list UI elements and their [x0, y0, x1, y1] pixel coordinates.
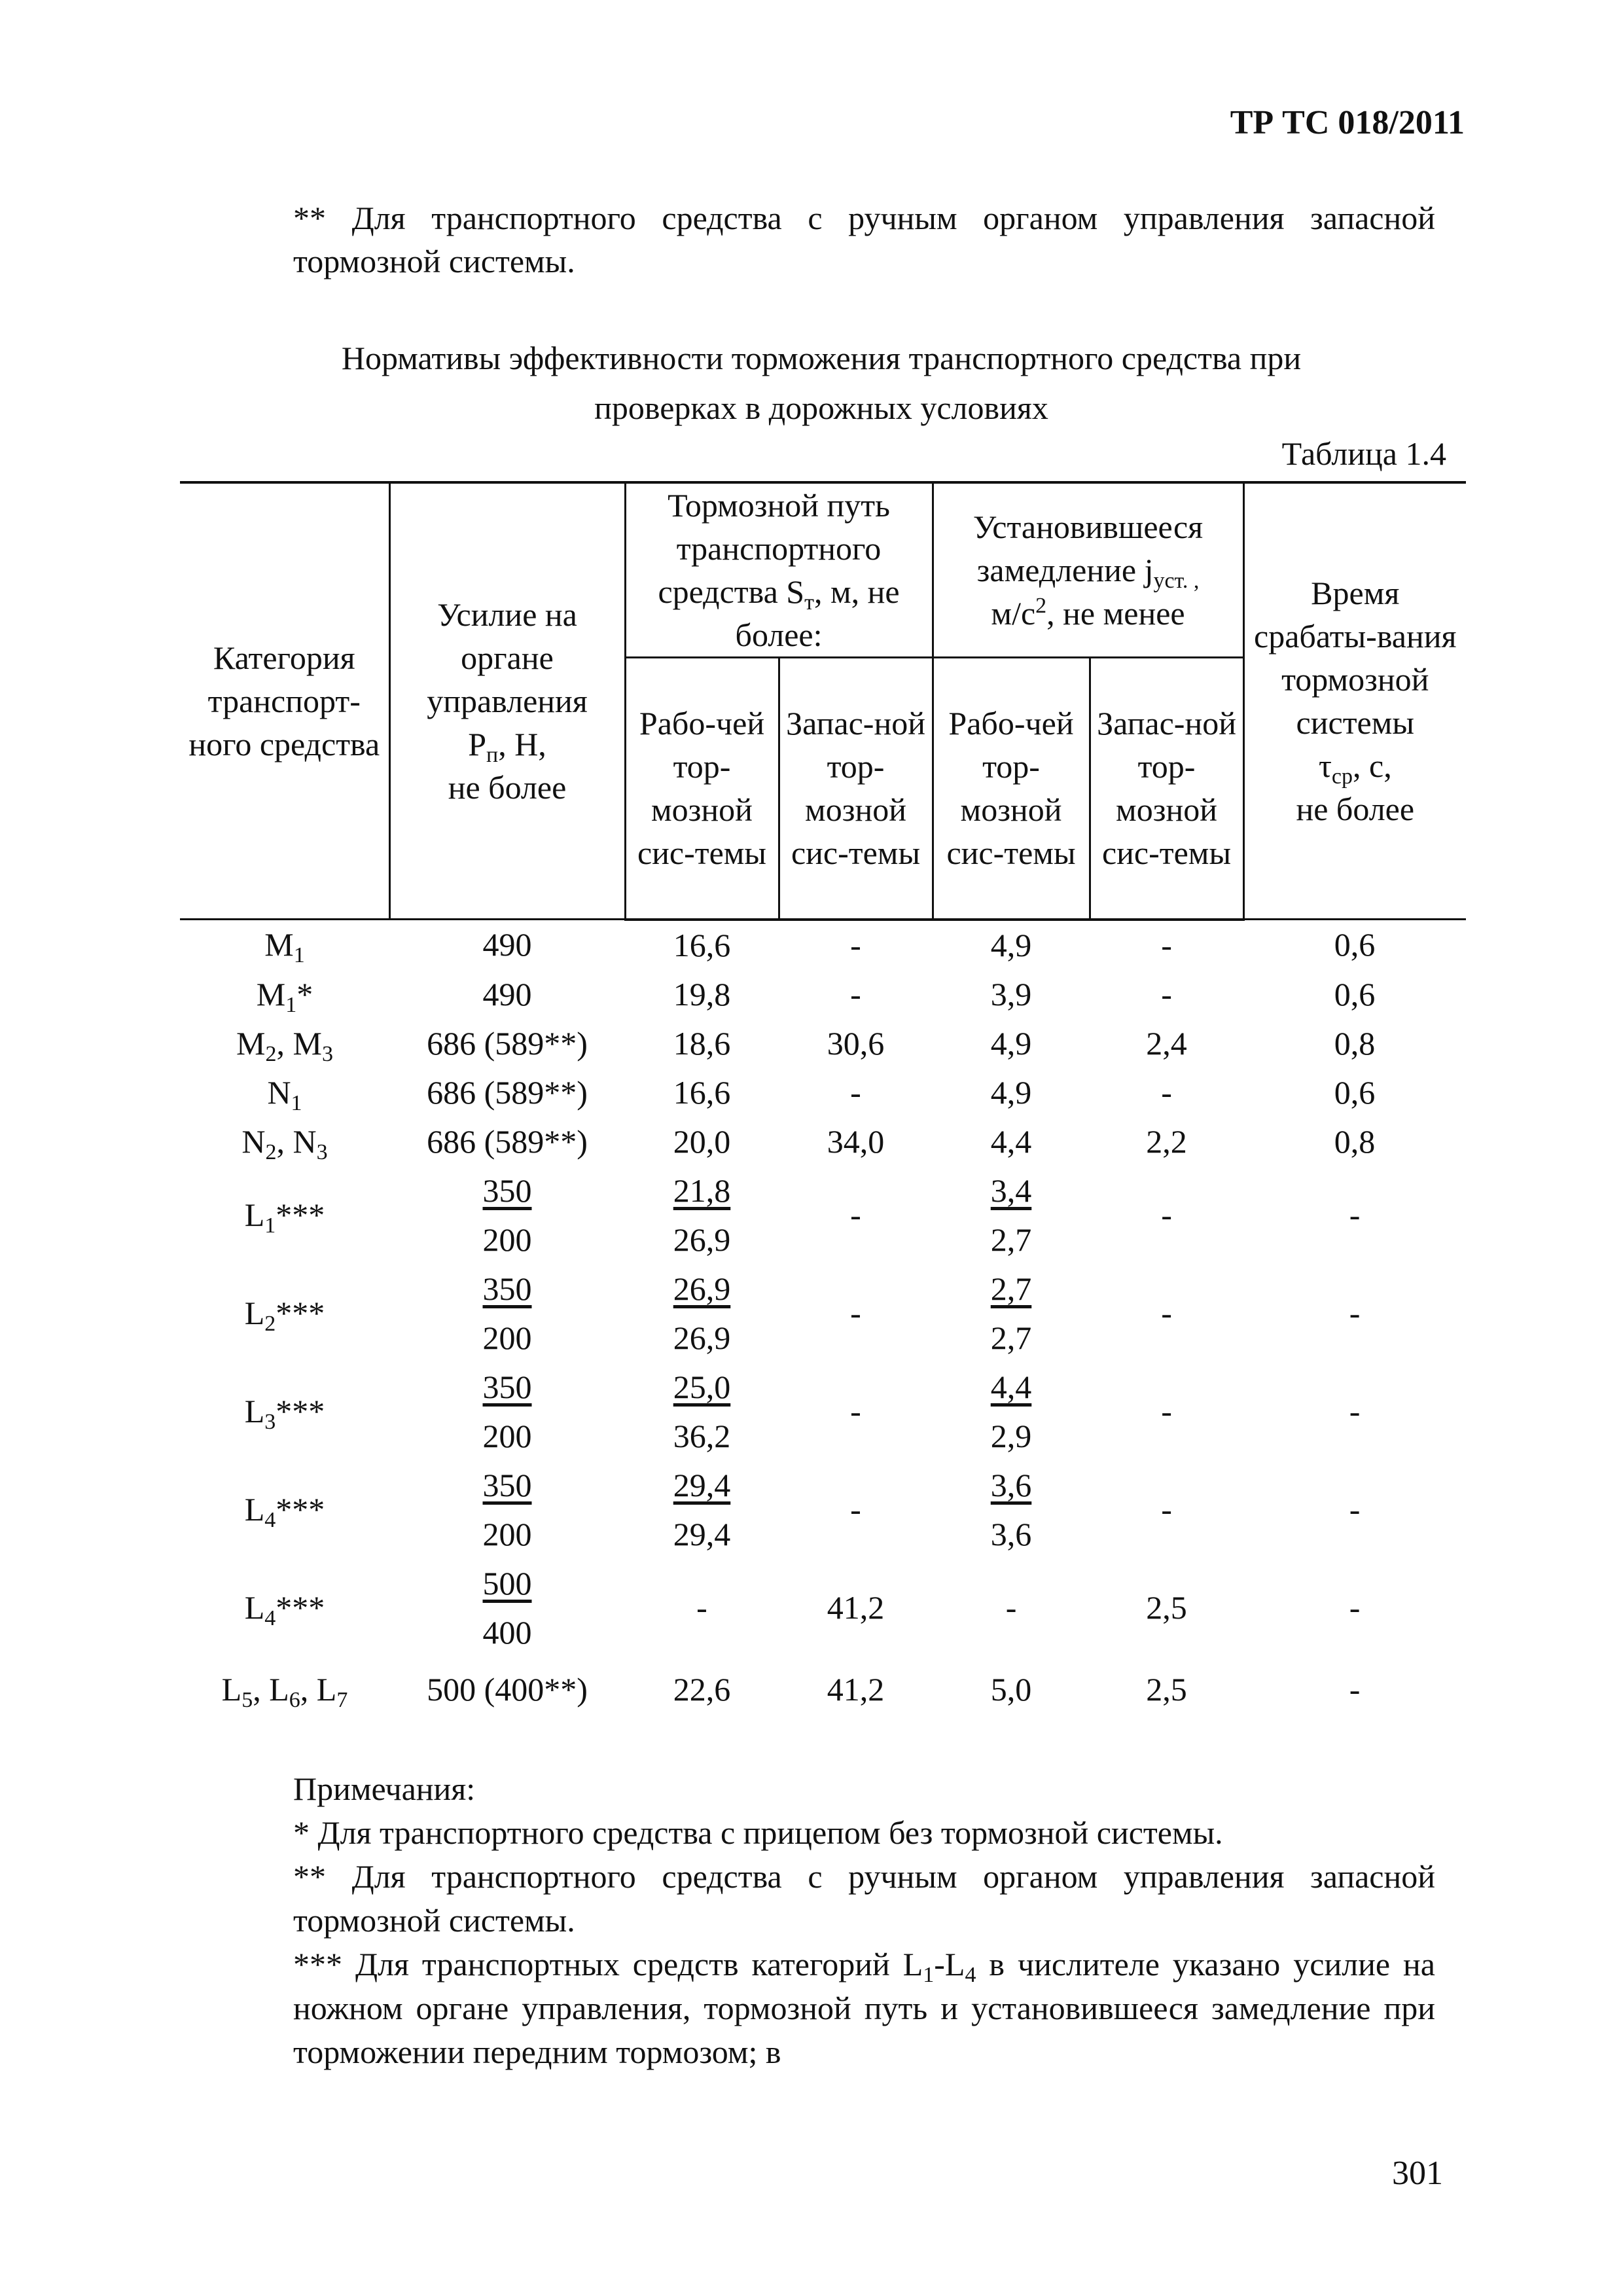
cell-time: - — [1349, 1671, 1361, 1708]
cell-category: $M_2$, $M_3$ — [236, 1024, 333, 1066]
cell-path-spare: - — [850, 926, 861, 963]
table-number: Таблица 1.4 — [1281, 435, 1446, 472]
cell-decel-spare: - — [1161, 1196, 1172, 1233]
header-force: Усилие на органе управления $P_п$, Н, не более — [389, 482, 625, 920]
cell-time: - — [1349, 1196, 1361, 1233]
cell-path-spare: - — [850, 1491, 861, 1528]
cell-decel-spare: - — [1161, 1491, 1172, 1528]
cell-decel-working: 4,9 — [990, 926, 1032, 963]
page-number: 301 — [1392, 2155, 1443, 2192]
cell-decel-spare: 2,5 — [1146, 1671, 1187, 1708]
cell-force: $\frac{350}{200}$ — [482, 1368, 532, 1454]
braking-standards-table — [180, 481, 1466, 1723]
note-2: ** Для транспортного средства с ручным органом управления запасной тормозной системы. — [293, 1858, 1435, 1939]
cell-decel-spare: 2,5 — [1146, 1589, 1187, 1626]
table-row — [180, 1363, 1466, 1461]
document-id: ТР ТС 018/2011 — [1230, 104, 1465, 141]
cell-time: - — [1349, 1491, 1361, 1528]
header-decel-spare: Запас-ной тор-мозной сис-темы — [1090, 658, 1243, 920]
cell-time: - — [1349, 1589, 1361, 1626]
cell-category: $L_4***$ — [244, 1491, 325, 1532]
cell-path-spare: - — [850, 1073, 861, 1111]
cell-path-spare: 34,0 — [827, 1122, 885, 1160]
cell-path-working: $\frac{25,0}{36,2}$ — [673, 1368, 731, 1454]
cell-path-working: 16,6 — [673, 926, 731, 963]
header-path-working: Рабо-чей тор-мозной сис-темы — [625, 658, 779, 920]
cell-category: $N_2$, $N_3$ — [241, 1122, 328, 1164]
cell-category: $M_1$ — [264, 926, 305, 968]
table-row — [180, 1117, 1466, 1166]
header-category: Категория транспорт-ного средства — [180, 482, 389, 920]
cell-path-working: 22,6 — [673, 1671, 731, 1708]
table-row — [180, 970, 1466, 1019]
note-1: * Для транспортного средства с прицепом без тормозной системы. — [293, 1814, 1223, 1851]
cell-path-spare: 30,6 — [827, 1024, 885, 1062]
cell-path-spare: 41,2 — [827, 1671, 885, 1708]
cell-path-working: $\frac{26,9}{26,9}$ — [673, 1270, 731, 1356]
header-response-time: Время срабаты-вания тормозной системы $\tau_{ср}$, с, не более — [1243, 482, 1466, 920]
cell-time: 0,8 — [1334, 1024, 1376, 1062]
cell-category: $L_2***$ — [244, 1295, 325, 1336]
cell-category: $M_1*$ — [256, 975, 313, 1017]
cell-force: 686 (589**) — [427, 1122, 588, 1160]
cell-category: $N_1$ — [267, 1073, 302, 1115]
cell-time: - — [1349, 1295, 1361, 1331]
cell-decel-working: 5,0 — [990, 1671, 1032, 1708]
cell-decel-spare: 2,4 — [1146, 1024, 1187, 1062]
note-3: *** Для транспортных средств категорий $L_1-L_4$ в числителе указано усилие на ножном органе управления, тормозной путь и установившееся замедление при торможении передним тормозом; в — [293, 1946, 1435, 2070]
table-title-line1: Нормативы эффективности торможения транспортного средства при — [341, 340, 1302, 376]
cell-time: - — [1349, 1393, 1361, 1429]
cell-category: $L_3***$ — [244, 1393, 325, 1434]
cell-path-spare: - — [850, 1295, 861, 1331]
cell-force: 686 (589**) — [427, 1024, 588, 1062]
cell-force: 490 — [482, 975, 532, 1013]
cell-decel-working: $\frac{4,4}{2,9}$ — [990, 1368, 1032, 1454]
table-row — [180, 1461, 1466, 1559]
cell-decel-working: - — [1005, 1589, 1017, 1626]
table-title-line2: проверках в дорожных условиях — [594, 389, 1048, 426]
cell-decel-working: 4,9 — [990, 1024, 1032, 1062]
cell-force: $\frac{350}{200}$ — [482, 1270, 532, 1356]
cell-path-working: - — [696, 1589, 707, 1626]
cell-path-spare: - — [850, 975, 861, 1013]
cell-decel-spare: - — [1161, 1073, 1172, 1111]
cell-path-spare: - — [850, 1196, 861, 1233]
notes-section — [293, 1767, 1435, 2074]
intro-note: ** Для транспортного средства с ручным органом управления запасной тормозной системы. — [293, 200, 1435, 279]
header-braking-path: Тормозной путь транспортного средства $S_т$, м, не более: — [625, 482, 933, 658]
cell-decel-working: $\frac{3,4}{2,7}$ — [990, 1172, 1032, 1258]
notes-heading: Примечания: — [293, 1770, 476, 1807]
cell-path-working: 18,6 — [673, 1024, 731, 1062]
cell-path-working: 20,0 — [673, 1122, 731, 1160]
cell-path-working: $\frac{21,8}{26,9}$ — [673, 1172, 731, 1258]
cell-category: $L_1***$ — [244, 1196, 325, 1238]
table-row — [180, 1265, 1466, 1363]
cell-force: 500 (400**) — [427, 1671, 588, 1708]
cell-decel-spare: - — [1161, 975, 1172, 1013]
cell-time: 0,6 — [1334, 975, 1376, 1013]
cell-force: 686 (589**) — [427, 1073, 588, 1111]
cell-decel-spare: - — [1161, 926, 1172, 963]
cell-force: 490 — [482, 926, 532, 963]
cell-force: $\frac{500}{400}$ — [482, 1564, 532, 1651]
header-path-spare: Запас-ной тор-мозной сис-темы — [779, 658, 933, 920]
table-row — [180, 920, 1466, 970]
cell-path-working: 19,8 — [673, 975, 731, 1013]
cell-time: 0,8 — [1334, 1122, 1376, 1160]
table-row — [180, 1559, 1466, 1657]
cell-decel-working: $\frac{2,7}{2,7}$ — [990, 1270, 1032, 1356]
cell-decel-spare: - — [1161, 1295, 1172, 1331]
cell-decel-working: 4,9 — [990, 1073, 1032, 1111]
cell-path-spare: - — [850, 1393, 861, 1429]
table-row — [180, 1166, 1466, 1265]
table-row — [180, 1068, 1466, 1117]
cell-decel-working: 3,9 — [990, 975, 1032, 1013]
cell-decel-working: 4,4 — [990, 1122, 1032, 1160]
cell-decel-spare: - — [1161, 1393, 1172, 1429]
cell-category: $L_5$, $L_6$, $L_7$ — [221, 1671, 348, 1712]
cell-category: $L_4***$ — [244, 1589, 325, 1630]
table-row — [180, 1019, 1466, 1068]
cell-decel-spare: 2,2 — [1146, 1122, 1187, 1160]
table-row — [180, 1657, 1466, 1723]
header-deceleration: Установившееся замедление $j_{уст. ,}$ $м/с^2$, не менее — [933, 482, 1243, 658]
cell-path-spare: 41,2 — [827, 1589, 885, 1626]
cell-time: 0,6 — [1334, 1073, 1376, 1111]
cell-force: $\frac{350}{200}$ — [482, 1172, 532, 1258]
cell-path-working: 16,6 — [673, 1073, 731, 1111]
cell-path-working: $\frac{29,4}{29,4}$ — [673, 1466, 731, 1552]
cell-decel-working: $\frac{3,6}{3,6}$ — [990, 1466, 1032, 1552]
cell-time: 0,6 — [1334, 926, 1376, 963]
header-decel-working: Рабо-чей тор-мозной сис-темы — [933, 658, 1090, 920]
cell-force: $\frac{350}{200}$ — [482, 1466, 532, 1552]
